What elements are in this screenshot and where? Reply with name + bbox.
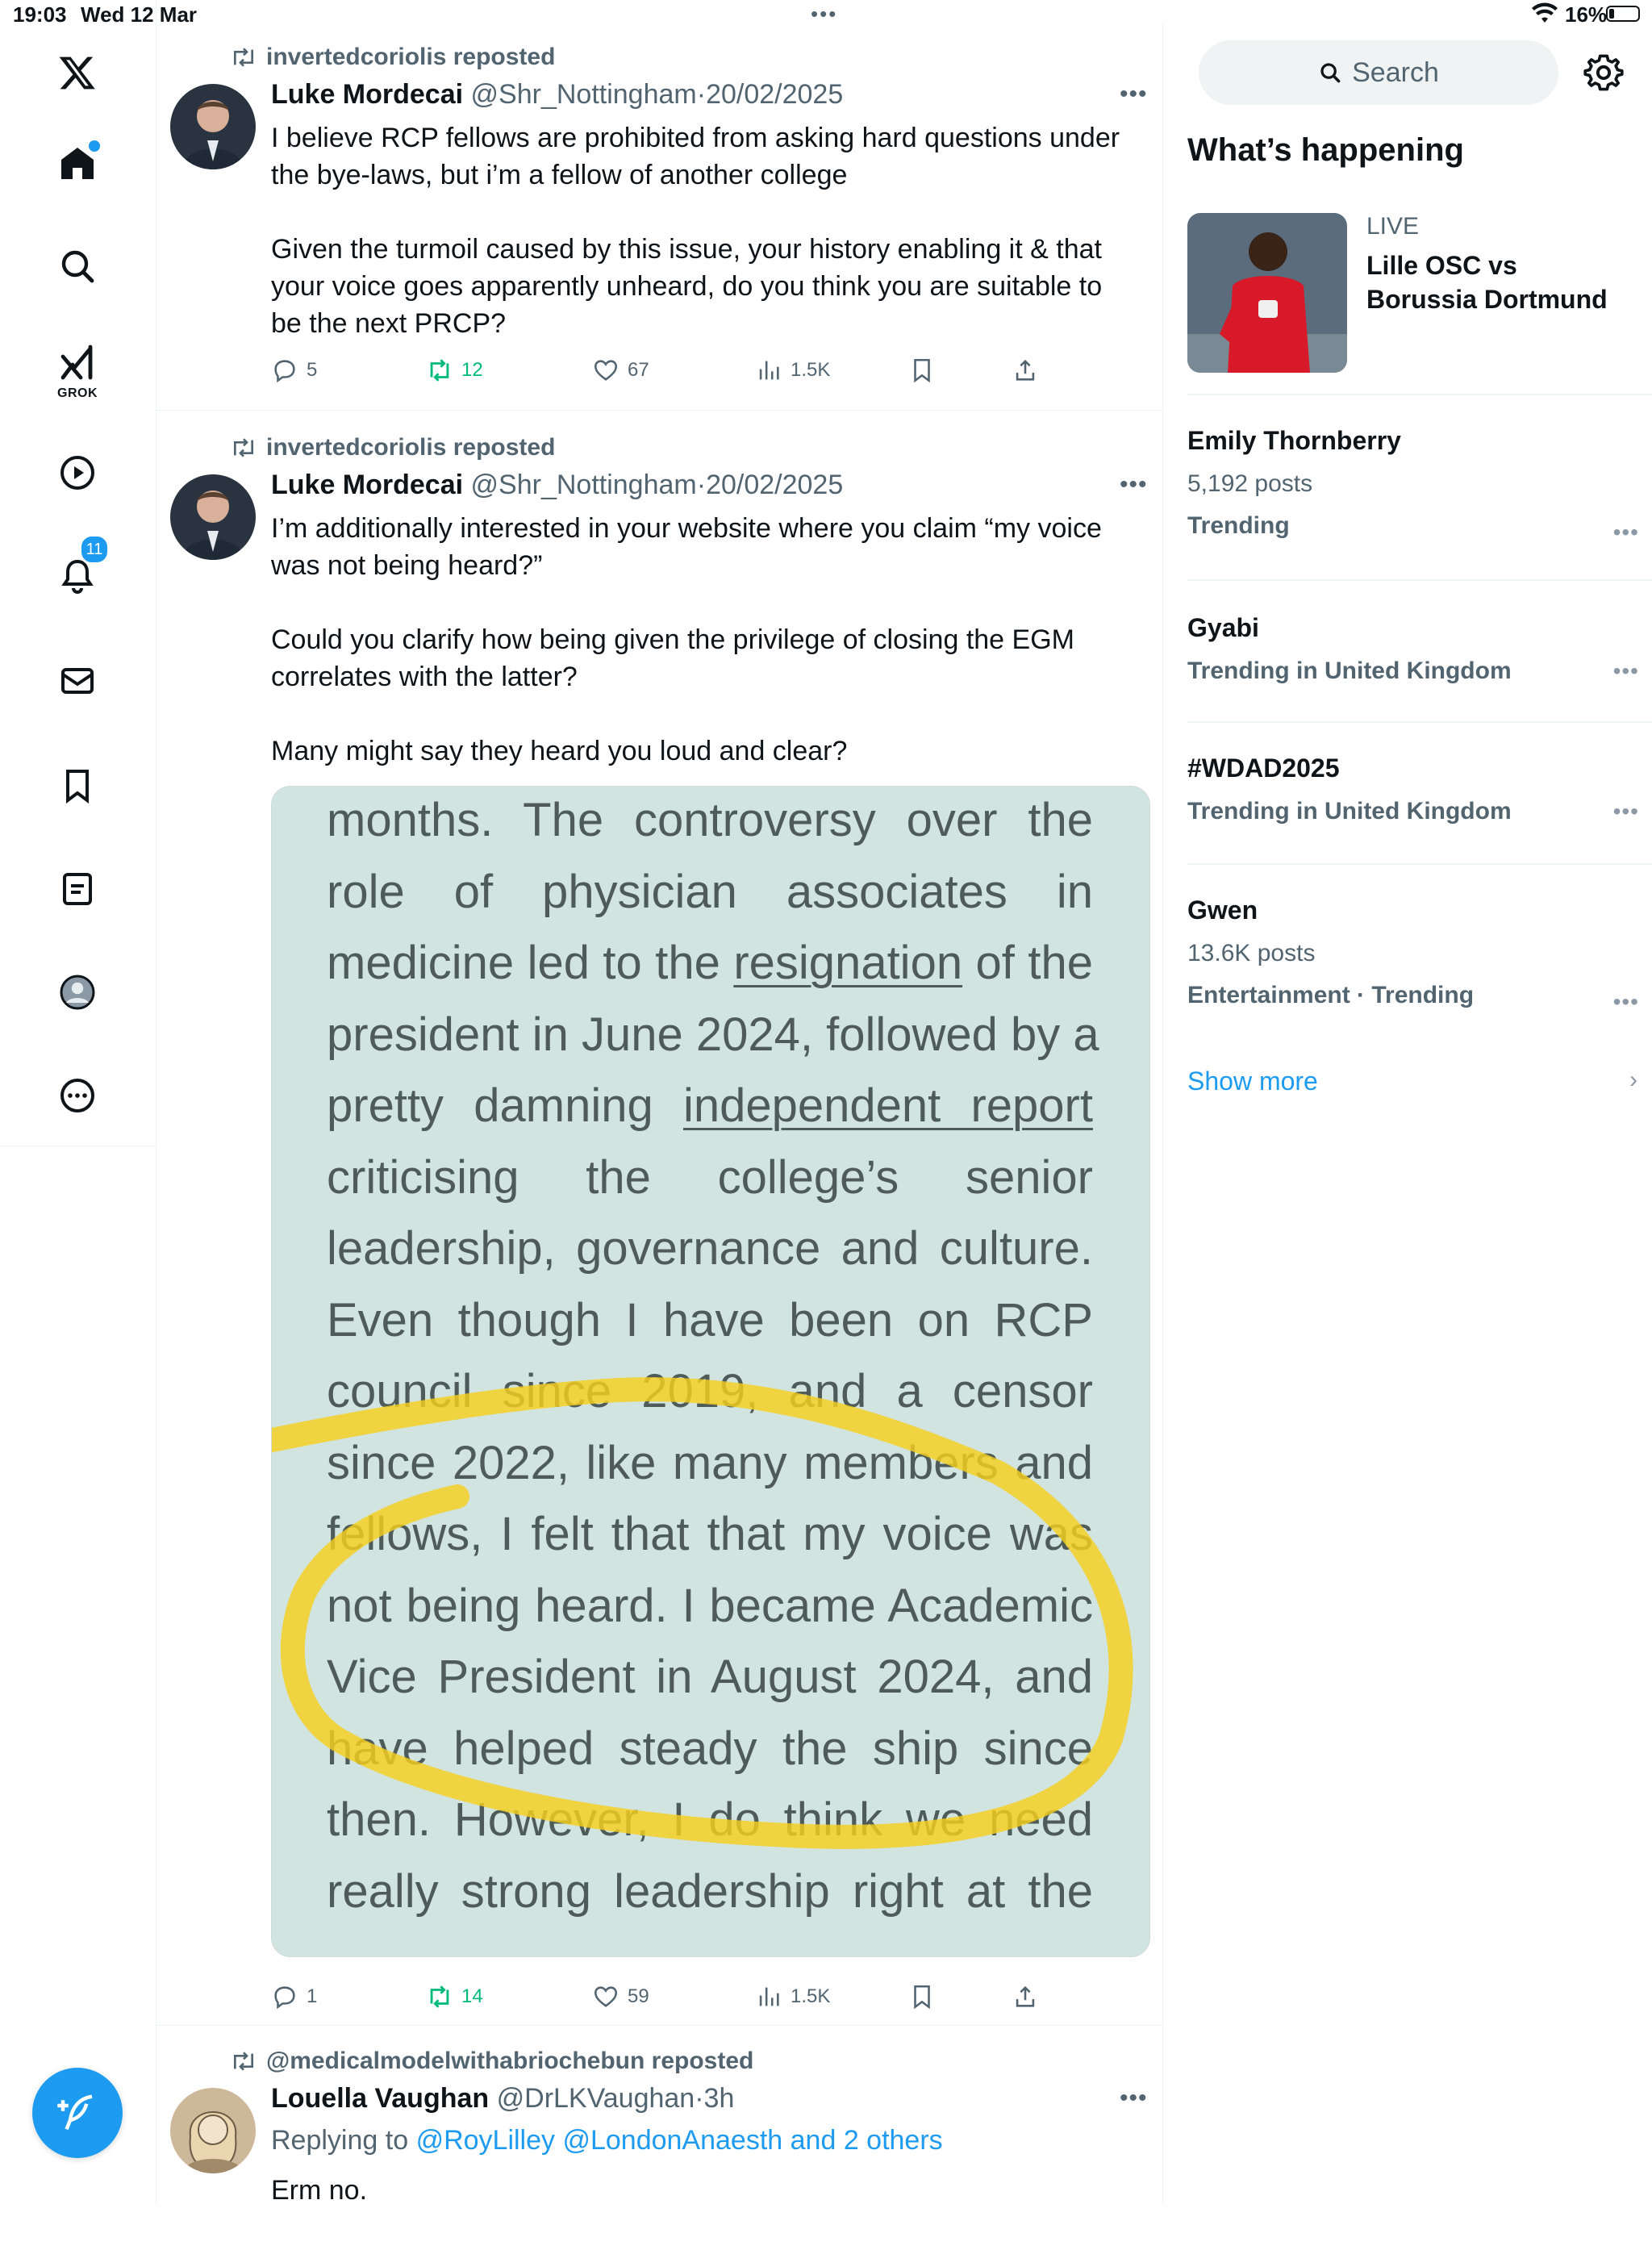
reply-count: 1 — [307, 1985, 318, 2007]
author-avatar[interactable] — [170, 2088, 256, 2173]
right-sidebar — [1163, 23, 1652, 2204]
tweet-date[interactable]: 3h — [703, 2083, 735, 2114]
trend-item[interactable] — [1187, 613, 1639, 685]
trend-divider — [1187, 721, 1652, 723]
author-handle[interactable]: @Shr_Nottingham — [470, 79, 697, 110]
more-options-icon[interactable] — [53, 1071, 102, 1120]
repost-by[interactable]: @medicalmodelwithabriochebun reposted — [266, 2048, 754, 2074]
image-text-line: criticising the college’s senior — [327, 1150, 1093, 1204]
trend-name: Gyabi — [1187, 613, 1259, 642]
repost-icon — [426, 357, 453, 384]
image-text-line: pretty damning independent report — [327, 1079, 1093, 1132]
image-text-line: then. However, I do think we need — [327, 1793, 1093, 1846]
like-button[interactable] — [592, 1983, 649, 2010]
repost-by[interactable]: invertedcoriolis reposted — [266, 44, 556, 70]
image-text-line: council since 2019, and a censor — [327, 1365, 1093, 1417]
replying-prefix: Replying to — [271, 2125, 409, 2156]
tweet-date[interactable]: 20/02/2025 — [706, 79, 844, 110]
repost-icon — [231, 436, 257, 459]
trend-name: #WDAD2025 — [1187, 754, 1340, 783]
replying-to — [271, 2125, 943, 2156]
tweet-actions — [271, 357, 1138, 392]
repost-icon — [231, 2050, 257, 2073]
trend-item[interactable] — [1187, 754, 1639, 825]
home-unread-dot — [89, 140, 100, 152]
battery-percent: 16% — [1565, 2, 1608, 27]
trend-meta: Trending — [1187, 512, 1290, 539]
repost-icon — [231, 46, 257, 69]
timeline-feed — [156, 23, 1163, 2204]
x-logo-icon[interactable] — [53, 48, 102, 97]
grok-icon[interactable] — [53, 339, 102, 387]
trend-meta: Entertainment · Trending — [1187, 982, 1475, 1008]
video-play-icon[interactable] — [53, 449, 102, 497]
multitask-dots-icon[interactable]: ••• — [811, 2, 838, 26]
views-button[interactable] — [755, 1983, 830, 2010]
reply-icon — [271, 1983, 298, 2010]
reply-count: 5 — [307, 359, 318, 381]
tweet-paragraph: I’m additionally interested in your website where you claim “my voice was not being heard?” — [271, 513, 1102, 581]
bookmark-button[interactable] — [908, 1983, 936, 2010]
bookmark-icon — [908, 1983, 936, 2010]
live-event[interactable] — [1366, 213, 1641, 316]
image-text-line: medicine led to the resignation of the — [327, 937, 1094, 989]
reply-icon — [271, 357, 298, 384]
repost-button[interactable] — [426, 357, 483, 384]
explore-search-icon[interactable] — [53, 242, 102, 290]
repost-indicator — [231, 44, 555, 71]
trend-meta: Trending in United Kingdom — [1187, 658, 1512, 684]
notifications-bell-icon[interactable] — [53, 541, 103, 600]
lists-icon[interactable] — [53, 865, 102, 913]
tweet-text — [271, 119, 1138, 379]
trend-name: Gwen — [1187, 895, 1258, 925]
image-text-line: months. The controversy over the — [327, 794, 1093, 846]
status-date: Wed 12 Mar — [81, 2, 198, 27]
image-text-line: Even though I have been on RCP — [327, 1293, 1093, 1346]
view-count: 1.5K — [791, 359, 831, 381]
trend-posts: 13.6K posts — [1187, 940, 1316, 966]
like-button[interactable] — [592, 357, 649, 384]
compose-post-button[interactable] — [32, 2068, 123, 2158]
tweet-more-icon[interactable]: ••• — [1120, 2085, 1148, 2111]
trend-meta: Trending in United Kingdom — [1187, 798, 1512, 825]
repost-indicator — [231, 2048, 753, 2075]
tweet-header: Luke Mordecai @Shr_Nottingham·20/02/2025 — [271, 470, 844, 500]
repost-count: 14 — [461, 1985, 483, 2007]
show-more-link[interactable]: Show more — [1187, 1067, 1318, 1096]
bookmark-button[interactable] — [908, 357, 936, 384]
reply-button[interactable] — [271, 357, 317, 384]
author-name[interactable]: Luke Mordecai — [271, 470, 464, 500]
reply-button[interactable] — [271, 1983, 317, 2010]
search-icon — [1318, 61, 1342, 85]
like-count: 67 — [628, 359, 649, 381]
trend-divider — [1187, 579, 1652, 581]
share-icon — [1012, 357, 1039, 384]
home-icon[interactable] — [53, 139, 102, 187]
author-avatar[interactable] — [170, 474, 256, 560]
tweet-date[interactable]: 20/02/2025 — [706, 470, 844, 500]
live-line2: Borussia Dortmund — [1366, 285, 1608, 314]
search-placeholder: Search — [1352, 56, 1439, 88]
repost-indicator — [231, 434, 555, 461]
tweet-divider — [156, 410, 1162, 411]
author-handle[interactable]: @DrLKVaughan — [496, 2083, 695, 2114]
heart-icon — [592, 357, 620, 384]
tweet-image[interactable] — [271, 786, 1150, 1957]
tweet-more-icon[interactable]: ••• — [1120, 471, 1148, 498]
repost-by[interactable]: invertedcoriolis reposted — [266, 434, 556, 461]
chevron-right-icon: › — [1629, 1067, 1637, 1093]
tweet-paragraph: Erm no. — [271, 2175, 368, 2206]
tweet-paragraph: Could you clarify how being given the privilege of closing the EGM correlates with the latter? — [271, 624, 1074, 692]
author-name[interactable]: Luke Mordecai — [271, 79, 464, 110]
tweet-paragraph: Many might say they heard you loud and clear? — [271, 736, 848, 766]
image-text-line: have helped steady the ship since — [327, 1722, 1093, 1775]
tweet-header: Luke Mordecai @Shr_Nottingham·20/02/2025 — [271, 79, 844, 110]
image-text-line: leadership, governance and culture. — [327, 1222, 1093, 1275]
repost-button[interactable] — [426, 1983, 483, 2010]
search-input[interactable] — [1199, 40, 1558, 105]
trend-more-icon[interactable]: ••• — [1612, 799, 1639, 824]
left-navigation — [0, 0, 156, 2204]
messages-envelope-icon[interactable] — [53, 657, 102, 705]
view-count: 1.5K — [791, 1985, 831, 2007]
settings-gear-icon[interactable] — [1583, 52, 1625, 94]
tweet-paragraph: I believe RCP fellows are prohibited from asking hard questions under the bye-laws, but i’m a fellow of another college — [271, 123, 1120, 190]
trend-item[interactable] — [1187, 895, 1639, 1014]
status-time: 19:03 — [13, 2, 67, 27]
image-text-line: Vice President in August 2024, and — [327, 1651, 1093, 1703]
repost-count: 12 — [461, 359, 483, 381]
author-name[interactable]: Louella Vaughan — [271, 2083, 490, 2114]
tweet-header: Louella Vaughan @DrLKVaughan·3h — [271, 2083, 735, 2114]
tweet-1[interactable] — [156, 23, 1162, 410]
share-button[interactable] — [1012, 357, 1039, 384]
author-avatar[interactable] — [170, 84, 256, 169]
tweet-more-icon[interactable]: ••• — [1120, 81, 1148, 107]
views-button[interactable] — [755, 357, 830, 384]
image-text-line: really strong leadership right at the — [327, 1864, 1093, 1918]
notifications-badge: 11 — [79, 534, 110, 565]
trend-name: Emily Thornberry — [1187, 426, 1401, 455]
live-tag: LIVE — [1366, 213, 1420, 240]
live-event-thumbnail[interactable] — [1187, 213, 1347, 373]
tweet-actions — [271, 1983, 1138, 2018]
repost-icon — [426, 1983, 453, 2010]
tweet-text — [271, 2172, 1138, 2246]
grok-label: GROK — [57, 386, 98, 400]
image-text-line: role of physician associates in — [327, 865, 1093, 918]
like-count: 59 — [628, 1985, 649, 2007]
tweet-text — [271, 510, 1138, 807]
image-text-line: since 2022, like many members and — [327, 1436, 1093, 1489]
image-text-line: not being heard. I became Academic — [327, 1579, 1093, 1632]
trend-divider — [1187, 863, 1652, 865]
trend-more-icon[interactable]: ••• — [1612, 520, 1639, 545]
whats-happening-title: What’s happening — [1187, 132, 1464, 168]
live-line1: Lille OSC vs — [1366, 251, 1517, 280]
share-button[interactable] — [1012, 1983, 1039, 2010]
yellow-circle-highlight — [272, 787, 1150, 1957]
feather-plus-icon — [56, 2091, 99, 2135]
profile-avatar-icon[interactable] — [53, 968, 102, 1017]
tweet-3[interactable] — [156, 2027, 1162, 2204]
battery-icon — [1606, 6, 1640, 22]
trend-item[interactable] — [1187, 426, 1639, 545]
bookmark-icon — [908, 357, 936, 384]
heart-icon — [592, 1983, 620, 2010]
replying-mentions[interactable]: @RoyLilley @LondonAnaesth and 2 others — [415, 2125, 943, 2156]
image-text-line: president in June 2024, followed by a — [327, 1008, 1099, 1061]
trend-posts: 5,192 posts — [1187, 470, 1313, 497]
trend-more-icon[interactable]: ••• — [1612, 989, 1639, 1014]
bookmarks-icon[interactable] — [53, 762, 102, 810]
tweet-paragraph: Given the turmoil caused by this issue, your history enabling it & that your voice goes apparently unheard, do you think you are suitable to be the next PRCP? — [271, 234, 1103, 339]
image-text-line: fellows, I felt that that my voice was — [327, 1508, 1093, 1560]
trend-more-icon[interactable]: ••• — [1612, 658, 1639, 683]
trend-divider — [1187, 394, 1652, 395]
analytics-icon — [755, 1983, 782, 2010]
tweet-divider — [156, 2025, 1162, 2026]
share-icon — [1012, 1983, 1039, 2010]
author-handle[interactable]: @Shr_Nottingham — [470, 470, 697, 500]
tweet-2[interactable] — [156, 411, 1162, 2048]
analytics-icon — [755, 357, 782, 384]
